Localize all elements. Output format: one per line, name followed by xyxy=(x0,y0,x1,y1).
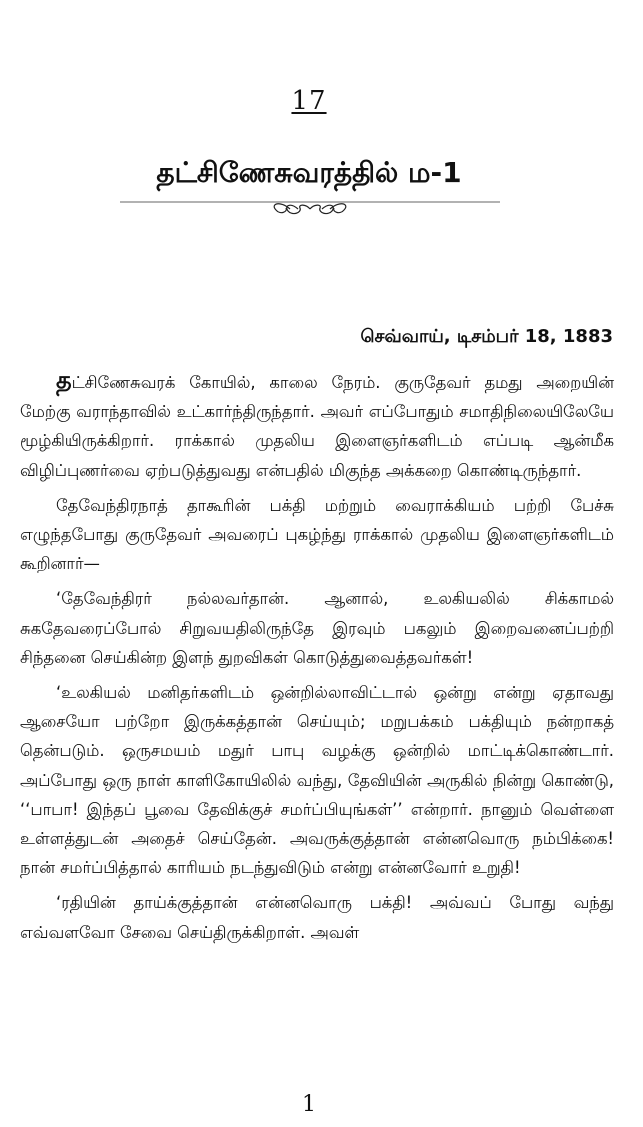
chapter-number: 17 xyxy=(291,86,327,116)
drop-initial: த xyxy=(56,366,72,394)
paragraph: ‘உலகியல் மனிதர்களிடம் ஒன்றில்லாவிட்டால் ஒன்று என்று ஏதாவது ஆசையோ பற்றோ இருக்கத்தான் செய்யும்; மறுபக்கம் பக்தியும் நன்றாகத் தென்படும். ஒருசமயம் மதுர் பாபு வழக்கு ஒன்றில் மாட்டிக்கொண்டார். அப்போது ஒரு நாள் காளிகோயிலில் வந்து, தேவியின் அருகில் நின்று கொண்டு, ‘‘பாபா! இந்தப் பூவை தேவிக்குச் சமர்ப்பியுங்கள்’’ என்றார். நானும் வெள்ளை உள்ளத்துடன் அதைச் செய்தேன். அவருக்குத்தான் என்னவொரு நம்பிக்கை! நான் சமர்ப்பித்தால் காரியம் நடந்துவிடும் என்று என்னவோர் உறுதி! xyxy=(20,683,614,878)
divider-flourish-icon xyxy=(120,196,500,218)
paragraph: ‘ரதியின் தாய்க்குத்தான் என்னவொரு பக்தி! அவ்வப் போது வந்து எவ்வளவோ சேவை செய்திருக்கிறாள். அவள் xyxy=(20,893,614,942)
chapter-title: தட்சிணேசுவரத்தில் ம-1 xyxy=(156,156,462,189)
paragraph-text: ட்சிணேசுவரக் கோயில், காலை நேரம். குருதேவர் தமது அறையின் மேற்கு வராந்தாவில் உட்கார்ந்திருந்தார். அவர் எப்போதும் சமாதிநிலையிலேயே மூழ்கியிருக்கிறார். ராக்கால் முதலிய இளைஞர்களிடம் எப்படி ஆன்மீக விழிப்புணர்வை ஏற்படுத்துவது என்பதில் மிகுந்த அக்கறை கொண்டிருந்தார். xyxy=(20,373,614,480)
body-text xyxy=(20,366,614,953)
paragraph xyxy=(20,366,614,485)
paragraph: தேவேந்திரநாத் தாகூரின் பக்தி மற்றும் வைராக்கியம் பற்றி பேச்சு எழுந்தபோது குருதேவர் அவரைப் புகழ்ந்து ராக்கால் முதலிய இளைஞர்களிடம் கூறினார்— xyxy=(20,495,614,574)
page-number: 1 xyxy=(302,1092,316,1117)
paragraph: ‘தேவேந்திரர் நல்லவர்தான். ஆனால், உலகியலில் சிக்காமல் சுகதேவரைப்போல் சிறுவயதிலிருந்தே இரவும் பகலும் இறைவனைப்பற்றி சிந்தனை செய்கின்ற இளந் துறவிகள் கொடுத்துவைத்தவர்கள்! xyxy=(20,589,614,667)
date-line: செவ்வாய், டிசம்பர் 18, 1883 xyxy=(360,326,613,347)
